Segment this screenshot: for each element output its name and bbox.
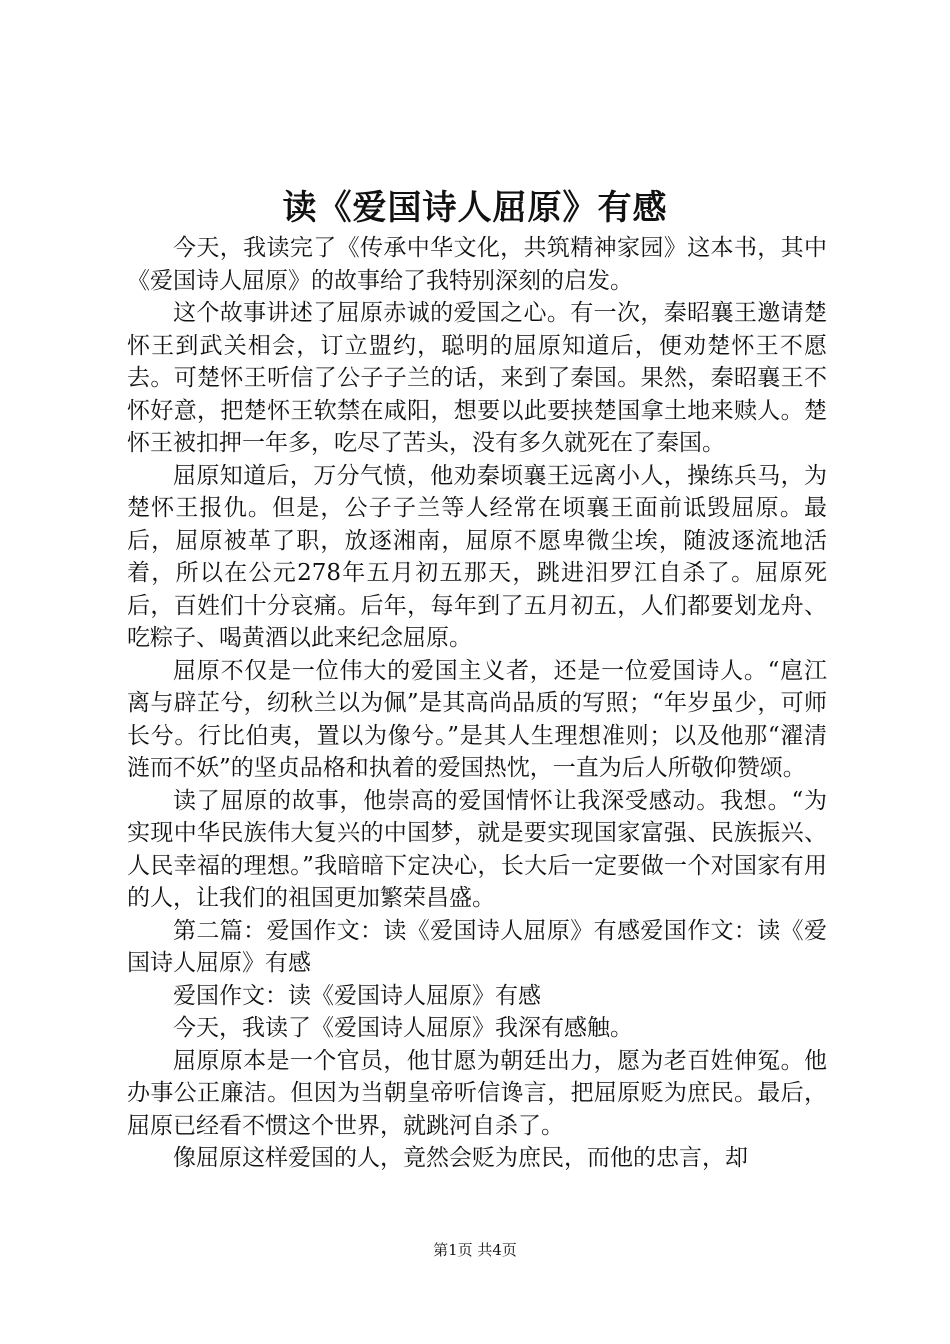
paragraph: 今天，我读完了《传承中华文化，共筑精神家园》这本书，其中《爱国诗人屈原》的故事给了我特别深刻的启发。 [127,235,827,294]
page-title: 读《爱国诗人屈原》有感 [282,188,668,228]
paragraph: 屈原不仅是一位伟大的爱国主义者，还是一位爱国诗人。“扈江离与辟芷兮，纫秋兰以为佩”是其高尚品质的写照；“年岁虽少，可师长兮。行比伯夷，置以为像兮。”是其人生理想准则；以及他那“濯清涟而不妖”的坚贞品格和执着的爱国热忱，一直为后人所敬仰赞颂。 [127,657,827,781]
paragraph: 像屈原这样爱国的人，竟然会贬为庶民，而他的忠言，却 [173,1145,748,1171]
paragraph: 屈原原本是一个官员，他甘愿为朝廷出力，愿为老百姓伸冤。他办事公正廉洁。但因为当朝皇帝听信谗言，把屈原贬为庶民。最后，屈原已经看不惯这个世界，就跳河自杀了。 [127,1047,827,1139]
paragraph: 屈原知道后，万分气愤，他劝秦顷襄王远离小人，操练兵马，为楚怀王报仇。但是，公子子兰等人经常在顷襄王面前诋毁屈原。最后，屈原被革了职，放逐湘南，屈原不愿卑微尘埃，随波逐流地活着，所以在公元278年五月初五那天，跳进汨罗江自杀了。屈原死后，百姓们十分哀痛。后年，每年到了五月初五，人们都要划龙舟、吃粽子、喝黄酒以此来纪念屈原。 [127,462,827,651]
page-footer: 第1页 共4页 [433,1241,517,1259]
paragraph: 这个故事讲述了屈原赤诚的爱国之心。有一次，秦昭襄王邀请楚怀王到武关相会，订立盟约，聪明的屈原知道后，便劝楚怀王不愿去。可楚怀王听信了公子子兰的话，来到了秦国。果然，秦昭襄王不怀好意，把楚怀王软禁在咸阳，想要以此要挟楚国拿土地来赎人。楚怀王被扣押一年多，吃尽了苦头，没有多久就死在了秦国。 [127,300,827,456]
paragraph: 今天，我读了《爱国诗人屈原》我深有感触。 [173,1015,633,1041]
document-body [127,232,827,1175]
paragraph: 爱国作文：读《爱国诗人屈原》有感 [173,982,541,1009]
paragraph: 第二篇：爱国作文：读《爱国诗人屈原》有感爱国作文：读《爱国诗人屈原》有感 [127,917,827,976]
paragraph: 读了屈原的故事，他崇高的爱国情怀让我深受感动。我想。“为实现中华民族伟大复兴的中国梦，就是要实现国家富强、民族振兴、人民幸福的理想。”我暗暗下定决心，长大后一定要做一个对国家有用的人，让我们的祖国更加繁荣昌盛。 [127,787,827,911]
